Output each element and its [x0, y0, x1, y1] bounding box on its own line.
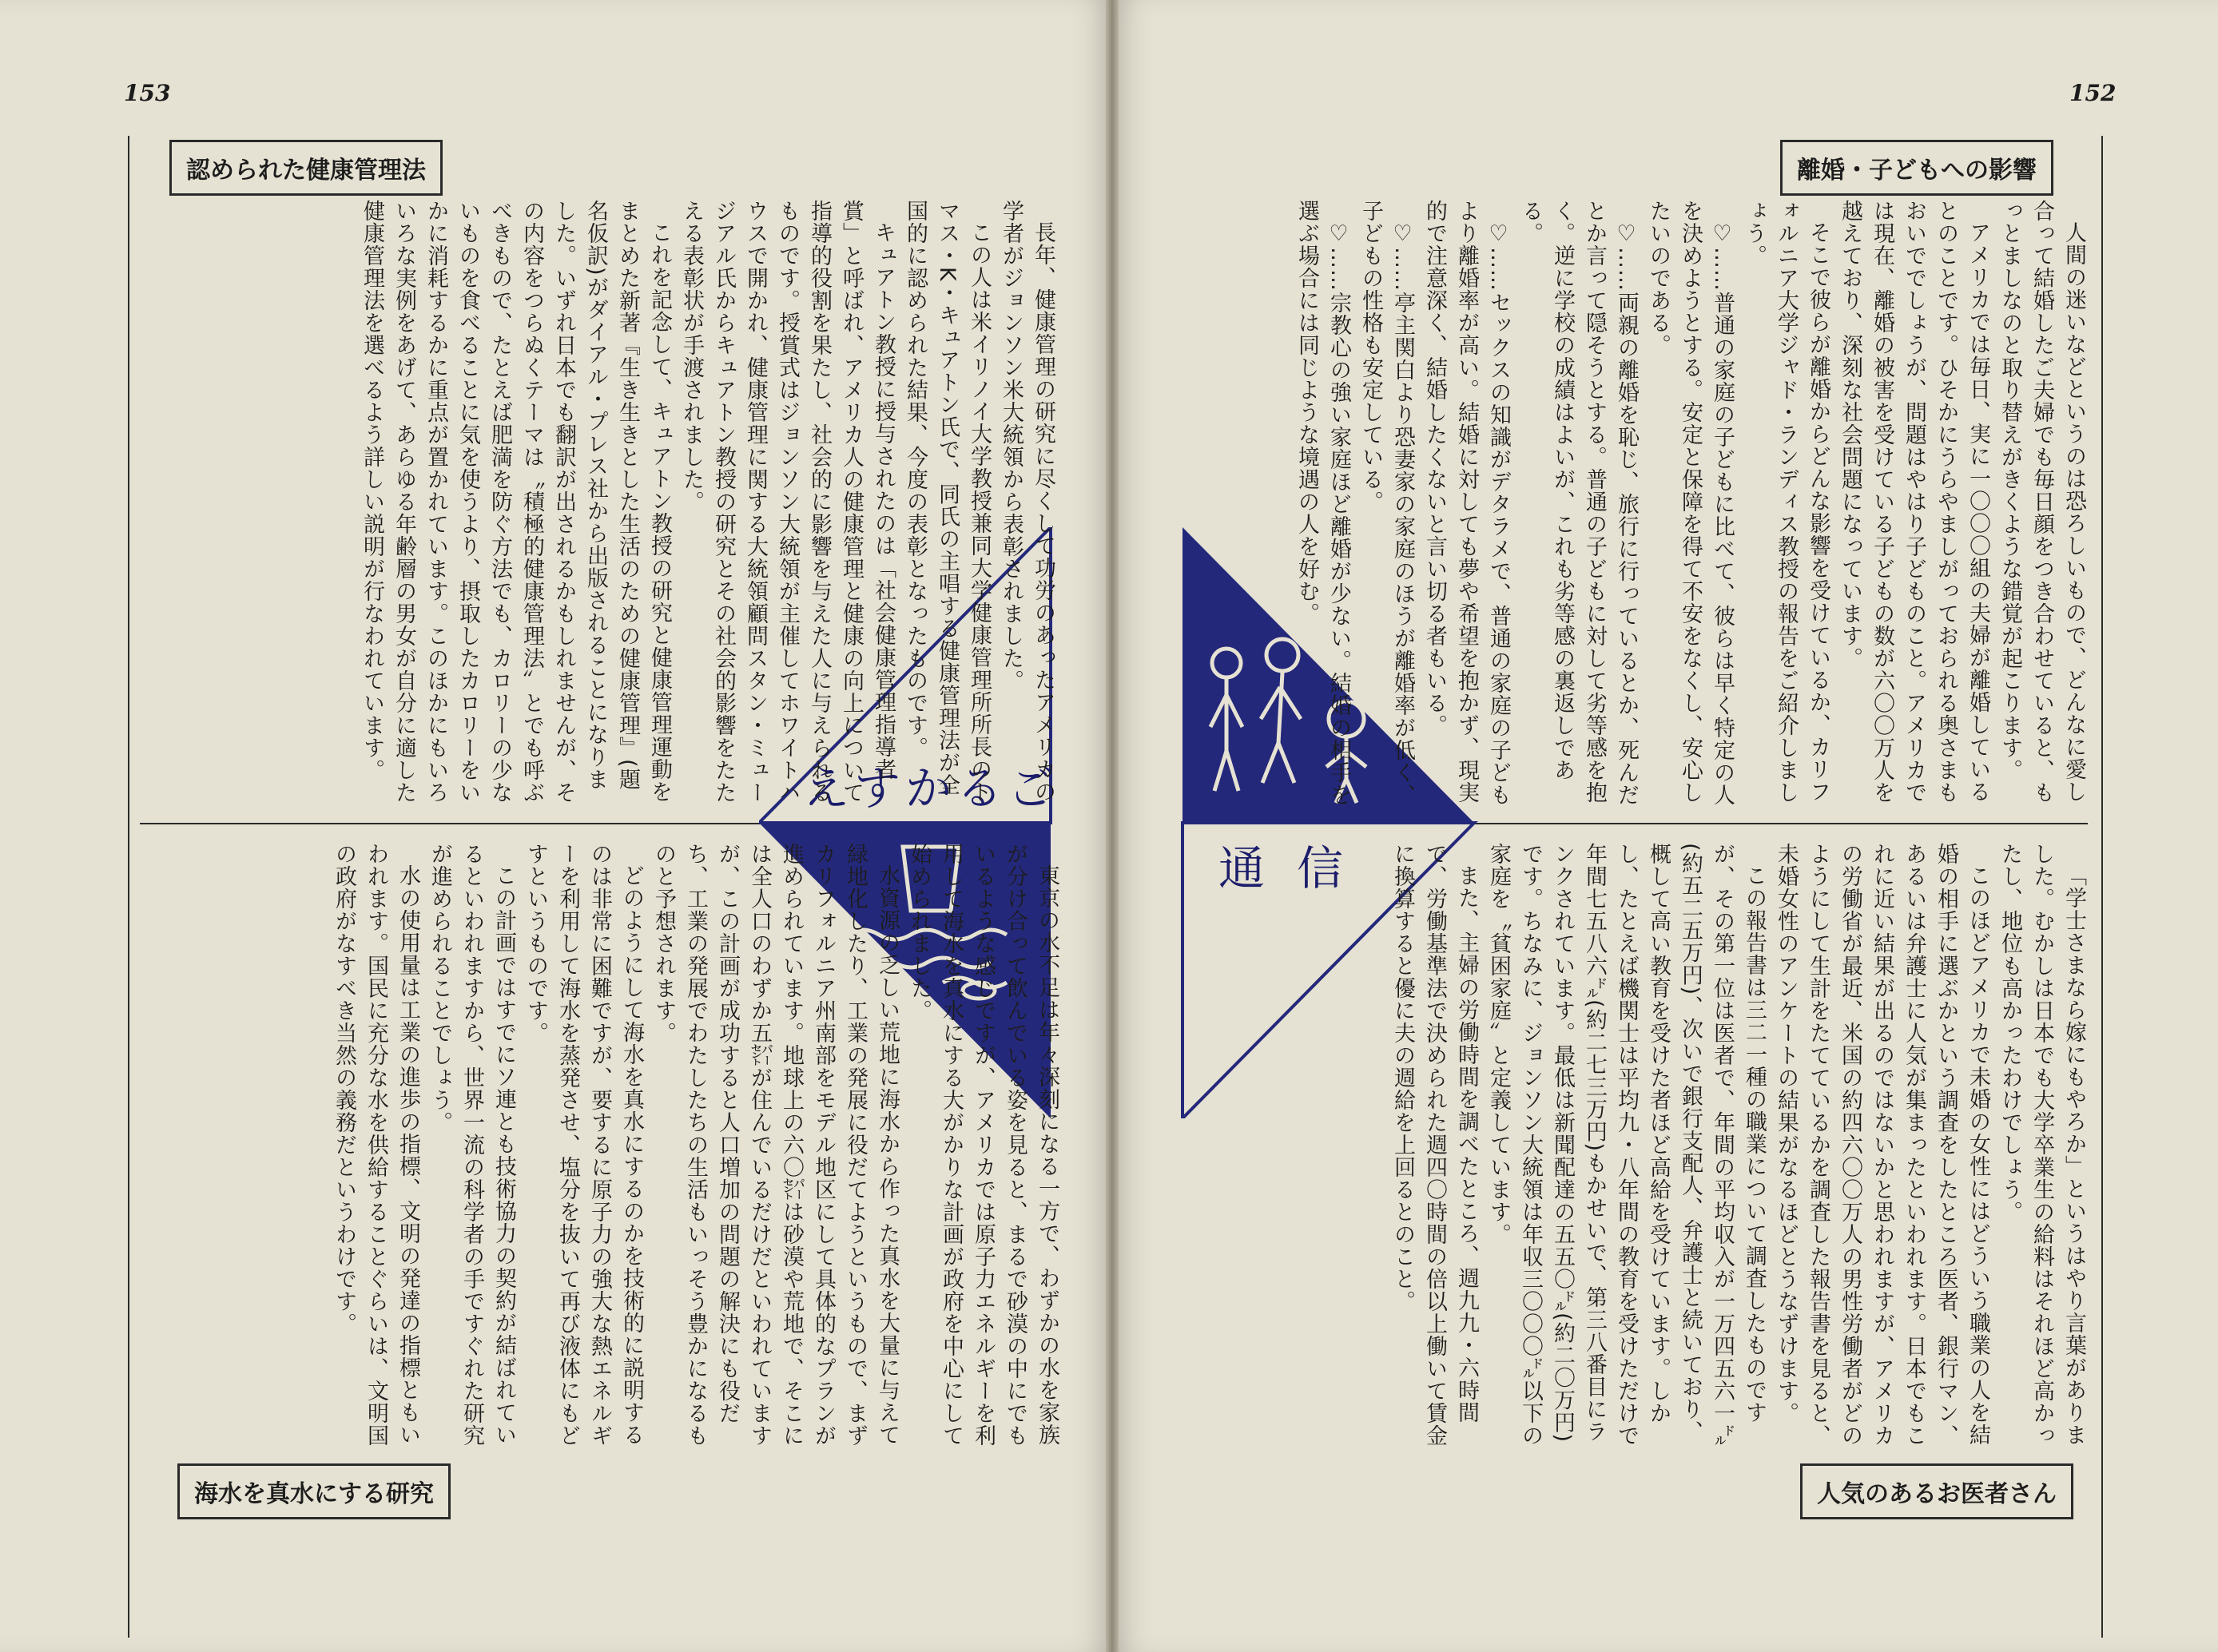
doctor-paragraph: また、主婦の労働時間を調べたところ、週九九・六時間で、労働基準法で決められた週四〇時間の倍以上働いて賃金に換算すると優に夫の週給を上回るとのこと。 [1390, 843, 1479, 1447]
divorce-paragraph: 人間の迷いなどというのは恐ろしいもので、どんなに愛し合って結婚したご夫婦でも毎日顔をつき合わせていると、もっとましなのと取り替えがきくような錯覚が起こります。 [1997, 200, 2086, 804]
right-margin-rule [2101, 136, 2103, 1638]
divorce-paragraph: そこで彼らが離婚からどんな影響を受けているか、カリフォルニア大学ジャド・ランディス教授の報告をご紹介しましょう。 [1742, 200, 1830, 804]
health-paragraph: キュアトン教授に授与されたのは「社会健康管理指導者賞」と呼ばれ、アメリカ人の健康管理と健康の向上について指導的役割を果たし、社会的に影響を与えた人に与えられるものです。授賞式はジョンソン大統領が主催してホワイトハウスで開かれ、健康管理に関する大統領顧問スタン・ミュージアル氏からキュアトン教授の研究とその社会的影響をたたえる表彰状が手渡されました。 [679, 200, 896, 804]
left-margin-rule [128, 136, 129, 1638]
divorce-paragraph: ♡……普通の家庭の子どもに比べて、彼らは早く特定の人を決めようとする。安定と保障を得て不安をなくし、安心したいのである。 [1646, 200, 1735, 806]
divorce-paragraph: ♡……宗教心の強い家庭ほど離婚が少ない。結婚の相手を選ぶ場合には同じような境遇の人を好む。 [1294, 200, 1351, 806]
health-paragraph: この人は米イリノイ大学教授兼同大学健康管理所所長のトマス・K・キュアトン氏で、同氏の主唱する健康管理法が全国的に認められた結果、今度の表彰となったものです。 [903, 200, 992, 803]
divorce-paragraph: ♡……セックスの知識がデタラメで、普通の家庭の子どもより離婚率が高い。結婚に対しても夢や希望を抱かず、現実的で注意深く、結婚したくないと言い切る者もいる。 [1422, 200, 1511, 806]
seawater-heading: 海水を真水にする研究 [177, 1463, 451, 1519]
left-divider [140, 823, 759, 824]
page-number-right: 152 [2069, 80, 2117, 106]
doctor-paragraph: 「学士さまなら嫁にもやろか」というはやり言葉がありました。むかしは日本でも大学卒業生の給料はそれほど高かったし、地位も高かったわけでしょう。 [1997, 843, 2086, 1447]
banner-left-title: えすかるご [803, 761, 1059, 816]
health-paragraph: これを記念して、キュアトン教授の研究と健康管理運動をまとめた新著『生き生きとした生活のための健康管理』(題名仮訳)がダイアル・プレス社から出版されることになりました。いずれ日本でも翻訳が出されるかもしれませんが、その内容をつらぬくテーマは〝積極的健康管理法〟とでも呼ぶべきもので、たとえば肥満を防ぐ方法でも、カロリーの少ないものを食べることに気を使うより、摂取したカロリーをいかに消耗するかに重点が置かれています。このほかにもいろいろな実例をあげて、あらゆる年齢層の男女が自分に適した健康管理法を選べるよう詳しい説明が行なわれています。 [360, 200, 672, 804]
health-heading: 認められた健康管理法 [169, 140, 443, 196]
seawater-paragraph: 水の使用量は工業の進歩の指標、文明の発達の指標ともいわれます。国民に充分な水を供給することぐらいは、文明国の政府がなすべき当然の義務だというわけです。 [332, 843, 420, 1447]
doctor-paragraph: この報告書は三二一種の職業について調査したものですが、その第一位は医者で、年間の平均収入が一万四五六一㌦(約五二五万円)、次いで銀行支配人、弁護士と続いており、概して高い教育を受けた者ほど高給を受けています。しかし、たとえば機関士は平均九・八年間の教育を受けただけで年間七五八六㌦(約二七三万円)もかせいで、第三八番目にランクされています。最低は新聞配達の五五〇㌦(約二〇万円)です。ちなみに、ジョンソン大統領は年収三〇〇〇㌦以下の家庭を〝貧困家庭〟と定義しています。 [1486, 843, 1767, 1447]
doctor-paragraph: このほどアメリカで未婚の女性にはどういう職業の人を結婚の相手に選ぶかという調査をしたところ医者、銀行マン、あるいは弁護士に人気が集まったといわれます。日本でもこれに近い結果が出るのではないかと思われますが、アメリカの労働省が最近、米国の約四六〇〇万人の男性労働者がどのようにして生計をたてているかを調査した報告書を見ると、未婚女性のアンケートの結果がなるほどとうなずけます。 [1774, 843, 1990, 1447]
health-paragraph: 長年、健康管理の研究に尽くして功労のあったアメリカの学者がジョンソン米大統領から表彰されました。 [999, 200, 1055, 803]
seawater-article [168, 843, 1063, 1450]
right-divider [1473, 823, 2088, 824]
seawater-paragraph: 東京の水不足は年々深刻になる一方で、わずかの水を家族が分け合って飲んでいる姿を見ると、まるで砂漠の中にでもいるような感じですが、アメリカでは原子力エネルギーを利用して海水を真水にする大がかりな計画が政府を中心にして始められました。 [907, 843, 1059, 1447]
seawater-paragraph: どのようにして海水を真水にするのかを技術的に説明するのは非常に困難ですが、要するに原子力の強大な熱エネルギーを利用して海水を蒸発させ、塩分を抜いて再び液体にもどすというものです。 [523, 843, 644, 1447]
seawater-paragraph: この計画ではすでにソ連とも技術協力の契約が結ばれているといわれますから、世界一流の科学者の手ですぐれた研究が進められることでしょう。 [427, 843, 516, 1447]
doctor-heading: 人気のあるお医者さん [1800, 1463, 2073, 1519]
divorce-paragraph: ♡……両親の離婚を恥じ、旅行に行っているとか、死んだとか言って隠そうとする。普通の子どもに対して劣等感を抱く。逆に学校の成績はよいが、これも劣等感の裏返しである。 [1518, 200, 1639, 806]
divorce-paragraph: アメリカでは毎日、実に一〇〇〇組の夫婦が離婚しているとのことです。ひそかにうらやましがっておられる奥さまもおいででしょうが、問題はやはり子どものこと。アメリカでは現在、離婚の被害を受けている子どもの数が六〇〇万人を越えており、深刻な社会問題になっています。 [1838, 200, 1990, 804]
doctor-article [1167, 843, 2089, 1450]
divorce-article [1171, 200, 2089, 807]
health-article [180, 200, 1059, 807]
banner-right-title: 通信 [1218, 841, 1376, 895]
seawater-paragraph: 水資源の乏しい荒地に海水から作った真水を大量に与えて緑地化したり、工業の発展に役だてようというもので、まずカリフォルニア州南部をモデル地区にして具体的なプランが進められています。地球上の六〇㌫は砂漠や荒地で、そこには全人口のわずか五㌫が住んでいるだけだといわれていますが、この計画が成功すると人口増加の問題の解決にも役だち、工業の発展でわたしたちの生活もいっそう豊かになるものと予想されます。 [651, 843, 900, 1447]
divorce-heading: 離婚・子どもへの影響 [1780, 140, 2053, 196]
page-number-left: 153 [124, 80, 171, 106]
divorce-paragraph: ♡……亭主関白より恐妻家の家庭のほうが離婚率が低く、子どもの性格も安定している。 [1358, 200, 1415, 806]
